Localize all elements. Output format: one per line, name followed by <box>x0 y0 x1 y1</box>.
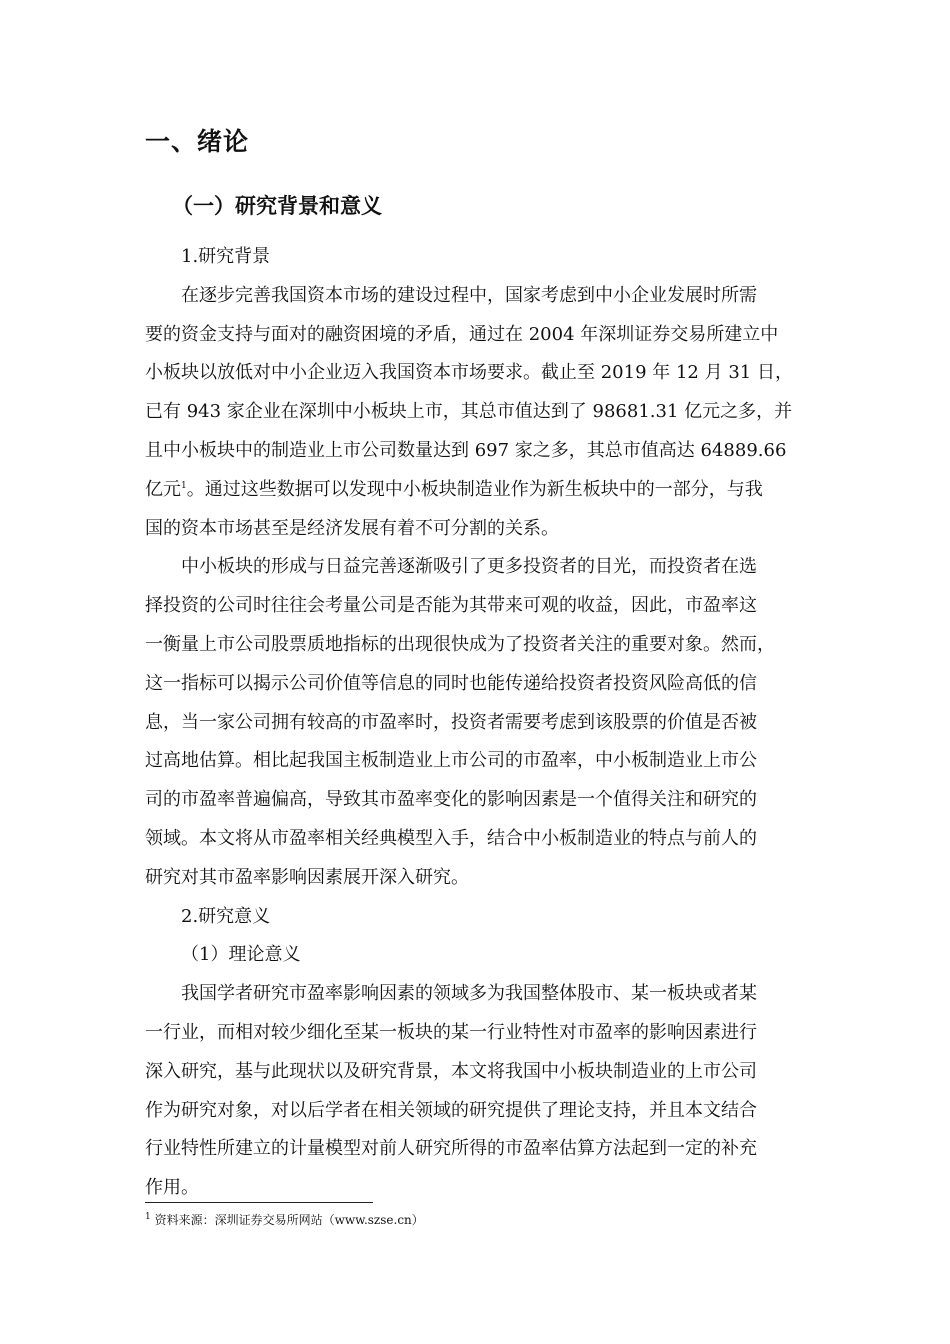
text-line: 研究对其市盈率影响因素展开深入研究。 <box>145 866 469 888</box>
text-line: 司的市盈率普遍偏高，导致其市盈率变化的影响因素是一个值得关注和研究的 <box>145 789 757 811</box>
text-fragment: 。通过这些数据可以发现中小板块制造业作为新生板块中的一部分，与我 <box>186 478 763 500</box>
text-line: 领域。本文将从市盈率相关经典模型入手，结合中小板制造业的特点与前人的 <box>145 827 757 849</box>
footnote-ref[interactable]: 1 <box>181 480 187 491</box>
text-line: 择投资的公司时往往会考量公司是否能为其带来可观的收益，因此，市盈率这 <box>145 595 757 617</box>
text-line: 1.研究背景 <box>181 246 271 267</box>
text-line: 在逐步完善我国资本市场的建设过程中，国家考虑到中小企业发展时所需 <box>181 284 757 306</box>
section-heading: （一）研究背景和意义 <box>172 194 382 218</box>
text-line: 且中小板块中的制造业上市公司数量达到 697 家之多，其总市值高达 64889.66 <box>145 439 787 461</box>
text-line: 要的资金支持与面对的融资困境的矛盾，通过在 2004 年深圳证券交易所建立中 <box>145 323 779 345</box>
text-line: 已有 943 家企业在深圳中小板块上市，其总市值达到了 98681.31 亿元之多，并 <box>145 401 793 423</box>
text-line: 息，当一家公司拥有较高的市盈率时，投资者需要考虑到该股票的价值是否被 <box>145 711 757 733</box>
body-text <box>145 238 807 1208</box>
text-line: 深入研究，基与此现状以及研究背景，本文将我国中小板块制造业的上市公司 <box>145 1060 757 1082</box>
text-line: 中小板块的形成与日益完善逐渐吸引了更多投资者的目光，而投资者在选 <box>181 556 757 578</box>
text-line: 这一指标可以揭示公司价值等信息的同时也能传递给投资者投资风险高低的信 <box>145 672 757 694</box>
text-line: 作为研究对象，对以后学者在相关领域的研究提供了理论支持，并且本文结合 <box>145 1099 757 1121</box>
text-line: 一衡量上市公司股票质地指标的出现很快成为了投资者关注的重要对象。然而， <box>145 633 775 655</box>
footnote-mark: 1 <box>145 1212 151 1222</box>
subsubsection-heading: （1）理论意义 <box>181 944 301 966</box>
subsection-heading: 2.研究意义 <box>181 905 271 927</box>
chapter-heading: 一、绪论 <box>145 127 250 156</box>
text-line: 行业特性所建立的计量模型对前人研究所得的市盈率估算方法起到一定的补充 <box>145 1138 757 1160</box>
text-line: 国的资本市场甚至是经济发展有着不可分割的关系。 <box>145 517 559 539</box>
text-line: 作用。 <box>145 1177 199 1199</box>
footnote-separator <box>145 1202 373 1203</box>
footnote <box>145 1211 424 1229</box>
footnote-text: 资料来源：深圳证券交易所网站（www.szse.cn） <box>154 1213 424 1227</box>
text-line <box>145 471 807 510</box>
text-line: 一行业，而相对较少细化至某一板块的某一行业特性对市盈率的影响因素进行 <box>145 1021 757 1043</box>
text-fragment: 亿元 <box>145 478 181 500</box>
text-line: 过高地估算。相比起我国主板制造业上市公司的市盈率，中小板制造业上市公 <box>145 750 757 772</box>
text-line: 小板块以放低对中小企业迈入我国资本市场要求。截止至 2019 年 12 月 31 日， <box>145 362 793 384</box>
text-line: 我国学者研究市盈率影响因素的领域多为我国整体股市、某一板块或者某 <box>181 983 757 1005</box>
